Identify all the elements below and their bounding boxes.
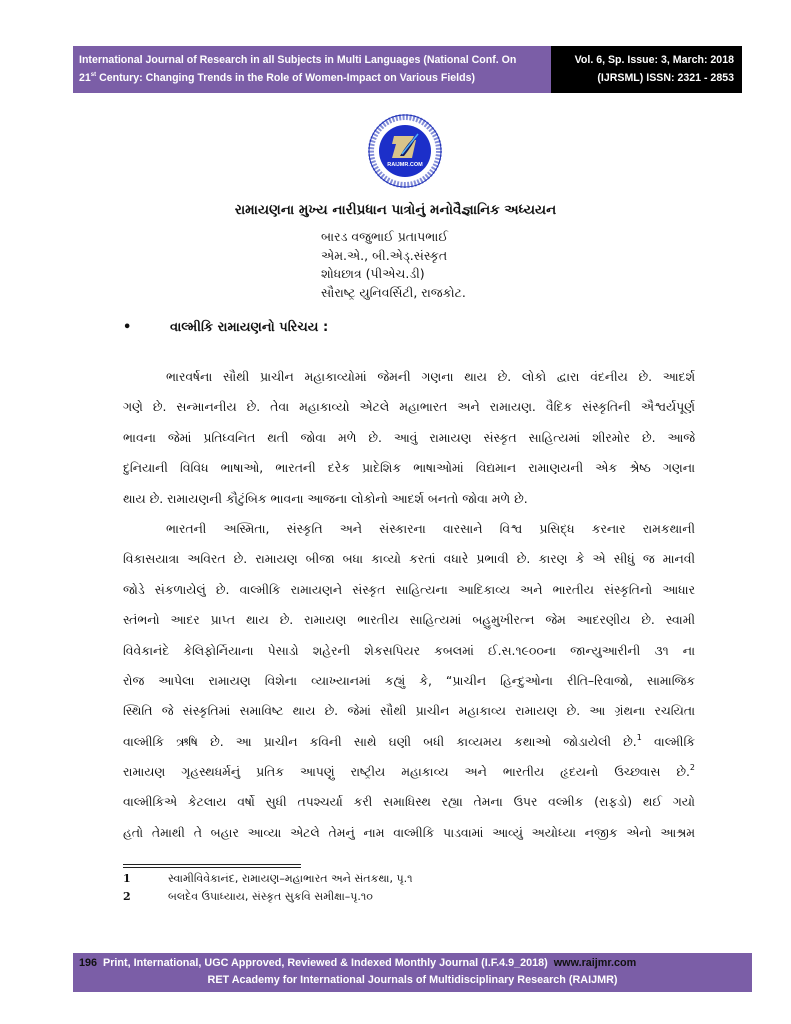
body-line: વાલ્મીકિએ કેટલાય વર્ષો સુધી તપશ્ચર્યા કરી સમાધિસ્થ રહ્યા તેમના ઉપર વલ્મીક (રાફડો) થઈ ગયો bbox=[123, 794, 695, 810]
volume-issue: Vol. 6, Sp. Issue: 3, March: 2018 bbox=[574, 54, 734, 66]
footnote-item bbox=[123, 888, 413, 906]
footer-website-link[interactable]: www.raijmr.com bbox=[553, 957, 637, 969]
journal-name-line1: International Journal of Research in all Subjects in Multi Languages (National Conf. On bbox=[79, 54, 517, 66]
body-line: હતો તેમાથી તે બહાર આવ્યા એટલે તેમનું નામ વાલ્મીકિ પાડવામાં આવ્યું અયોધ્યા નજીક એનો આશ્રમ bbox=[123, 824, 695, 840]
journal-header bbox=[73, 46, 742, 93]
footnote-number: 1 bbox=[123, 872, 131, 885]
body-line: ભારતની અસ્મિતા, સંસ્કૃતિ અને સંસ્કારના વારસાને વિશ્વ પ્રસિદ્ધ કરનાર રામકથાની bbox=[166, 520, 695, 536]
body-line-text: વાલ્મીકિ bbox=[653, 733, 695, 749]
body-line-text: વાલ્મીકિ ઋષિ છે. આ પ્રાચીન કવિની સાથે ઘણી બધી કાવ્યમય કથાઓ જોડાયેલી છે. bbox=[123, 733, 637, 749]
journal-name-block bbox=[73, 46, 551, 93]
footnote-ref-1[interactable]: 1 bbox=[636, 732, 642, 742]
journal-seal-logo bbox=[368, 114, 442, 188]
body-line: જોડે સંકળાયેલું છે. વાલ્મીકિ રામાયણને સંસ્કૃત સાહિત્યના આદિકાવ્ય અને ભારતીય સંસ્કૃતિનો આધાર bbox=[123, 581, 695, 597]
journal-footer bbox=[73, 953, 752, 992]
body-line: રોજ આપેલા રામાયણ વિશેના વ્યાખ્યાનમાં કહ્યું કે, “પ્રાચીન હિન્દુઓના રીતિ–રિવાજો, સામાજિક bbox=[123, 672, 695, 688]
body-line-text: રામાયણ ગૃહસ્થધર્મનું પ્રતિક આપણું રાષ્ટ્રીય મહાકાવ્ય અને ભારતીય હૃદયનો ઉચ્છ્વાસ છે. bbox=[123, 764, 690, 780]
journal-name-line2 bbox=[79, 69, 551, 87]
body-line: સ્તંભનો આદર પ્રાપ્ત થાય છે. રામાયણ ભારતીય સાહિત્યમાં બહુમુખીરત્ન જેમ આદરણીય છે. સ્વામી bbox=[123, 612, 695, 628]
footer-publisher: RET Academy for International Journals of Multidisciplinary Research (RAIJMR) bbox=[207, 974, 618, 986]
author-name: બારડ વજુભાઈ પ્રતાપભાઈ bbox=[321, 229, 448, 244]
body-line bbox=[123, 757, 695, 787]
logo-text: RAIJMR.COM bbox=[387, 162, 423, 168]
footnote-text: બલદેવ ઉપાધ્યાય, સંસ્કૃત સુકવિ સમીક્ષા–પૃ.૧૦ bbox=[168, 890, 373, 903]
issn: (IJRSML) ISSN: 2321 - 2853 bbox=[597, 72, 734, 84]
body-line: વિવેકાનંદે કેલિફોર્નિયાના પેસાડો શહેરની શેકસપિયર કબલમાં ઈ.સ.૧૯૦૦ના જાન્યુઆરીની ૩૧ ના bbox=[123, 642, 695, 658]
body-line: દુનિયાની વિવિધ ભાષાઓ, ભારતની દરેક પ્રાદેશિક ભાષાઓમાં વિદ્યમાન રામાણયની એક શ્રેષ્ઠ ગણના bbox=[123, 460, 695, 476]
conf-theme: Century: Changing Trends in the Role of Women-Impact on Various Fields) bbox=[96, 72, 475, 84]
page-number: 196 bbox=[79, 957, 98, 969]
footnote-text: સ્વામીવિવેકાનંદ, રામાયણ–મહાભારત અને સંતકથા, પૃ.૧ bbox=[168, 872, 413, 885]
author-role: શોધછાત્ર (પીએચ.ડી) bbox=[321, 266, 425, 281]
footnote-number: 2 bbox=[123, 890, 131, 903]
body-line: થાય છે. રામાયણની કૌટુંબિક ભાવના આજના લોકોનો આદર્શ બનતો જોવા મળે છે. bbox=[123, 490, 528, 506]
article-body bbox=[123, 362, 695, 848]
section-heading-text: વાલ્મીકિ રામાયણનો પરિચય : bbox=[170, 320, 329, 335]
body-line: ભાવના જેમાં પ્રતિધ્વનિત થતી જોવા મળે છે. આવું રામાયણ સંસ્કૃત સાહિત્યમાં શીરમોર છે. આજે bbox=[123, 429, 695, 445]
footnote-item bbox=[123, 870, 413, 888]
issue-info-block bbox=[551, 46, 742, 93]
footnotes bbox=[123, 870, 413, 906]
article-title: રામાયણના મુખ્ય નારીપ્રધાન પાત્રોનું મનોવૈજ્ઞાનિક અધ્યયન bbox=[234, 202, 557, 218]
author-degree: એમ.એ., બી.એડ્.સંસ્કૃત bbox=[321, 247, 448, 263]
conf-century-number: 21 bbox=[79, 72, 91, 84]
conf-century-suffix: st bbox=[90, 72, 97, 78]
body-line: ગણે છે. સન્માનનીય છે. તેવા મહાકાવ્યો એટલે મહાભારત અને રામાયણ. વૈદિક સંસ્કૃતિની ઐશ્વર્યપૂર્ણ bbox=[123, 399, 695, 415]
footnote-separator bbox=[123, 864, 301, 868]
body-line: વિકાસયાત્રા અવિરત છે. રામાયણ બીજા બધા કાવ્યો કરતાં વધારે પ્રભાવી છે. કારણ કે એ સીધું જ માનવી bbox=[123, 551, 695, 567]
footnote-ref-2[interactable]: 2 bbox=[689, 763, 695, 773]
bullet-icon: • bbox=[123, 320, 132, 335]
body-line: સ્થિતિ જે સંસ્કૃતિમાં સમાવિષ્ટ થાય છે. જેમાં સૌથી પ્રાચીન મહાકાવ્ય રામાયણ છે. આ ગ્રંથના રચયિતા bbox=[123, 703, 695, 719]
author-affiliation: સૌરાષ્ટ્ર યુનિવર્સિટી, રાજકોટ. bbox=[321, 284, 466, 300]
author-block bbox=[321, 228, 466, 302]
body-line: ભારવર્ષના સૌથી પ્રાચીન મહાકાવ્યોમાં જેમની ગણના થાય છે. લોકો દ્વારા વંદનીય છે. આદર્શ bbox=[166, 369, 695, 384]
footer-journal-info: Print, International, UGC Approved, Reviewed & Indexed Monthly Journal (I.F.4.9_2018) bbox=[103, 957, 548, 969]
body-line bbox=[123, 727, 695, 757]
section-heading bbox=[123, 319, 328, 337]
footer-line1 bbox=[73, 955, 752, 972]
